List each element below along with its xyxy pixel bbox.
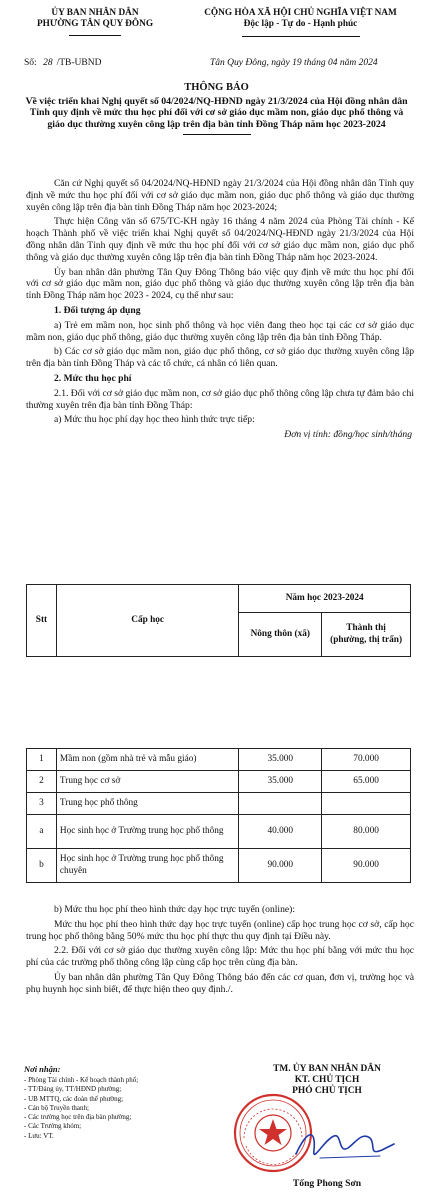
row-rural: 90.000 xyxy=(239,849,322,883)
row-level: Trung học phổ thông xyxy=(56,793,238,815)
signer-name: Tống Phong Sơn xyxy=(292,1178,362,1189)
table-row xyxy=(27,771,411,793)
row-stt: 1 xyxy=(27,749,57,771)
paragraph-legal-basis: Căn cứ Nghị quyết số 04/2024/NQ-HĐND ngày 21/3/2024 của Hội đồng nhân dân Tỉnh quy định về mức thu học phí đối với cơ sở giáo dục mầm non, giáo dục phổ thông và giáo dục thường xuyên công lập trên địa bàn tỉnh Đồng Tháp năm học 2023-2024; xyxy=(26,178,414,213)
nation-line-2: Độc lập - Tự do - Hạnh phúc xyxy=(243,19,358,30)
section-heading-scope: 1. Đối tượng áp dụng xyxy=(54,304,141,316)
row-urban: 70.000 xyxy=(322,749,411,771)
paragraph-implementation: Thực hiện Công văn số 675/TC-KH ngày 16 tháng 4 năm 2024 của Phòng Tài chính - Kế hoạch Thành phố về việc triển khai Nghị quyết số 04/2024/NQ-HĐND ngày 21/3/2024 của Hội đồng nhân dân Tỉnh quy định về mức thu học phí đối với cơ sở giáo dục mầm non, giáo dục phổ thông và giáo dục thường xuyên công lập trên địa bàn tỉnh Đồng Tháp năm học 2023-2024. xyxy=(26,216,414,263)
title-rule xyxy=(183,134,251,135)
recipient-item: - TT/Đảng ủy, TT/HĐND phường; xyxy=(24,1085,122,1094)
fee-table-body xyxy=(26,748,411,883)
authority-underline xyxy=(69,35,121,36)
row-level: Mầm non (gồm nhà trẻ và mẫu giáo) xyxy=(56,749,238,771)
recipient-item: - UB MTTQ, các đoàn thể phường; xyxy=(24,1094,124,1103)
paragraph-fees-direct: a) Mức thu học phí dạy học theo hình thức trực tiếp: xyxy=(54,414,255,426)
sign-line-3: PHÓ CHỦ TỊCH xyxy=(292,1086,362,1097)
paragraph-online-heading: b) Mức thu học phí theo hình thức dạy học trực tuyến (online): xyxy=(54,904,295,915)
paragraph-online-fee: Mức thu học phí theo hình thức dạy học trực tuyến (online) cấp học trung học cơ sở, cấp học trung học phổ thông bằng 50% mức thu học phí thực thu quy định tại Điều này. xyxy=(26,918,414,942)
header-school-year: Năm học 2023-2024 xyxy=(239,585,411,613)
recipients-block xyxy=(24,1064,224,1141)
document-footer xyxy=(0,1064,433,1200)
section-heading-fees: 2. Mức thu học phí xyxy=(54,372,132,384)
table-row xyxy=(27,793,411,815)
table-row xyxy=(27,815,411,849)
header-urban xyxy=(322,613,411,657)
date-line: Tân Quy Đông, ngày 19 tháng 04 năm 2024 xyxy=(210,58,378,68)
paragraph-scope-b: b) Các cơ sở giáo dục mầm non, giáo dục phổ thông, cơ sở giáo dục thường xuyên công lập trên địa bàn tỉnh Đồng Tháp và các tổ chức, cá nhân có liên quan. xyxy=(26,346,414,370)
document-number xyxy=(24,58,101,70)
fee-table-header xyxy=(26,584,411,657)
row-level: Học sinh học ở Trường trung học phổ thông xyxy=(56,815,238,849)
row-level: Học sinh học ở Trường trung học phổ thông chuyên xyxy=(56,849,238,883)
doc-number-suffix: /TB-UBND xyxy=(56,58,102,68)
row-rural: 35.000 xyxy=(239,771,322,793)
header-rural: Nông thôn (xã) xyxy=(239,613,322,657)
doc-number-value: 28 xyxy=(43,58,53,68)
recipients-label: Nơi nhận: xyxy=(24,1064,61,1074)
row-level: Trung học cơ sở xyxy=(56,771,238,793)
paragraph-closing: Ủy ban nhân dân phường Tân Quy Đông Thông báo đến các cơ quan, đơn vị, trường học và phụ huynh học sinh biết, để thực hiện theo quy định./. xyxy=(26,971,414,995)
paragraph-fees-2-2: 2.2. Đối với cơ sở giáo dục thường xuyên công lập: Mức thu học phí bằng với mức thu học phí của các trường phổ thông công lập cùng cấp học trên cùng địa bàn. xyxy=(26,945,414,969)
row-urban: 90.000 xyxy=(322,849,411,883)
document-kind: THÔNG BÁO xyxy=(184,82,249,93)
document-subject: Về việc triển khai Nghị quyết số 04/2024/NQ-HĐND ngày 21/3/2024 của Hội đồng nhân dân Tỉnh quy định về mức thu học phí đối với cơ sở giáo dục mầm non, giáo dục phổ thông và giáo dục thường xuyên công lập trên địa bàn tỉnh Đồng Tháp năm học 2023-2024 xyxy=(25,95,408,131)
row-rural: 35.000 xyxy=(239,749,322,771)
document-title xyxy=(20,82,413,135)
recipient-item: - Lưu: VT. xyxy=(24,1131,54,1140)
table-row xyxy=(27,749,411,771)
row-rural: 40.000 xyxy=(239,815,322,849)
authority-line-1: ỦY BAN NHÂN DÂN xyxy=(51,8,139,18)
paragraph-announcement: Ủy ban nhân dân phường Tân Quy Đông Thông báo việc quy định về mức thu học phí đối với cơ sở giáo dục mầm non, giáo dục phổ thông và giáo dục thường xuyên công lập trên địa bàn tỉnh Đồng Tháp năm học 2023 - 2024, cụ thể như sau: xyxy=(26,266,414,302)
sign-line-1: TM. ỦY BAN NHÂN DÂN xyxy=(273,1064,381,1074)
national-motto xyxy=(178,8,423,41)
recipient-item: - Phòng Tài chính - Kế hoạch thành phố; xyxy=(24,1076,139,1085)
recipient-item: - Các trường học trên địa bàn phường; xyxy=(24,1113,132,1122)
row-urban: 65.000 xyxy=(322,771,411,793)
recipient-item: - Các Trưởng khóm; xyxy=(24,1122,82,1131)
row-stt: a xyxy=(27,815,57,849)
row-stt: 3 xyxy=(27,793,57,815)
table-row xyxy=(27,849,411,883)
row-urban xyxy=(322,793,411,815)
authority-line-2: PHƯỜNG TÂN QUY ĐÔNG xyxy=(36,18,154,29)
row-urban: 80.000 xyxy=(322,815,411,849)
doc-number-prefix: Số: xyxy=(24,58,37,68)
header-level: Cấp học xyxy=(56,585,238,657)
header-urban-line-1: Thành thị xyxy=(346,622,386,633)
row-rural xyxy=(239,793,322,815)
issuing-authority xyxy=(20,8,170,40)
sign-line-2: KT. CHỦ TỊCH xyxy=(294,1075,360,1086)
nation-line-1: CỘNG HÒA XÃ HỘI CHỦ NGHĨA VIỆT NAM xyxy=(204,8,397,18)
unit-note: Đơn vị tính: đồng/học sinh/tháng xyxy=(284,429,412,441)
recipient-item: - Cán bộ Truyền thanh; xyxy=(24,1103,89,1112)
document-body-continued xyxy=(26,904,414,999)
header-urban-line-2: (phường, thị trấn) xyxy=(330,634,403,645)
header-stt: Stt xyxy=(27,585,57,657)
paragraph-scope-a: a) Trẻ em mầm non, học sinh phổ thông và học viên đang theo học tại các cơ sở giáo dục mầm non, giáo dục phổ thông, giáo dục thường xuyên công lập trên địa bàn tỉnh Đồng Tháp. xyxy=(26,319,414,343)
paragraph-fees-2-1: 2.1. Đối với cơ sở giáo dục mầm non, cơ sở giáo dục phổ thông công lập chưa tự đảm bảo chi thường xuyên trên địa bàn tỉnh Đồng Tháp: xyxy=(26,387,414,411)
document-body xyxy=(26,178,414,444)
handwritten-signature-icon xyxy=(290,1120,400,1170)
row-stt: b xyxy=(27,849,57,883)
row-stt: 2 xyxy=(27,771,57,793)
motto-underline xyxy=(242,36,360,37)
